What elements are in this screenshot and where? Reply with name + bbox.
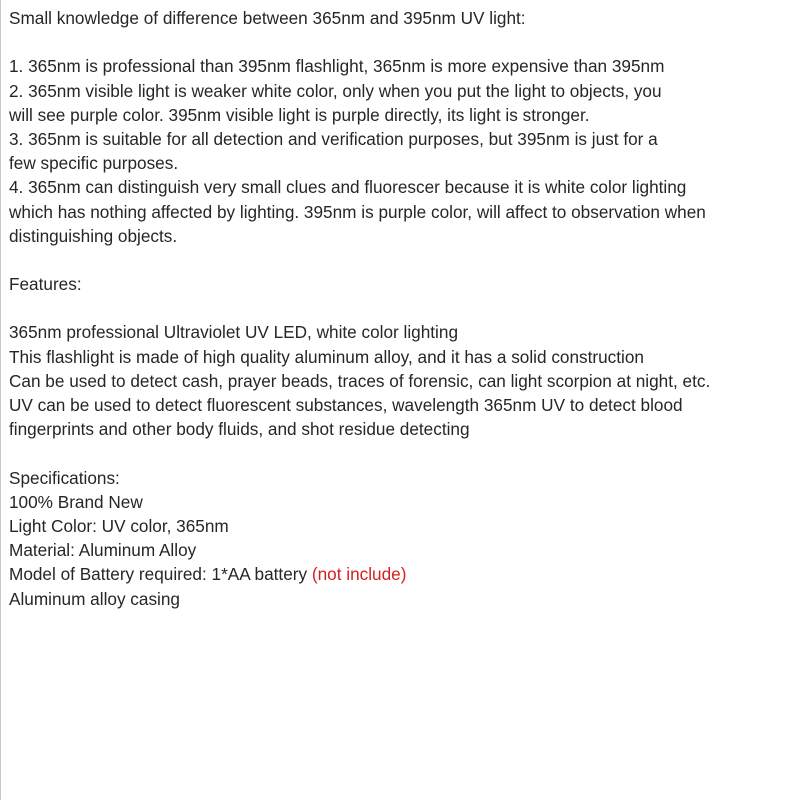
intro-title: Small knowledge of difference between 365nm and 395nm UV light:: [9, 8, 526, 28]
spec-item-5: Aluminum alloy casing: [9, 588, 180, 609]
intro-point-4-line-3: distinguishing objects.: [9, 225, 178, 246]
feature-item-2: This flashlight is made of high quality aluminum alloy, and it has a solid construction: [9, 346, 644, 367]
feature-item-4-line-2: fingerprints and other body fluids, and shot residue detecting: [9, 419, 470, 440]
spacer: [9, 248, 800, 272]
intro-point-3-line-2: few specific purposes.: [9, 153, 179, 174]
spec-item-2: Light Color: UV color, 365nm: [9, 515, 229, 536]
features-heading: Features:: [9, 274, 82, 295]
intro-point-1: 1. 365nm is professional than 395nm flashlight, 365nm is more expensive than 395nm: [9, 56, 665, 77]
feature-item-1: 365nm professional Ultraviolet UV LED, white color lighting: [9, 322, 458, 343]
not-included-note: (not include): [311, 564, 407, 585]
intro-point-2-line-1: 2. 365nm visible light is weaker white color, only when you put the light to objects, you: [9, 80, 662, 101]
intro-point-3-line-1: 3. 365nm is suitable for all detection and verification purposes, but 395nm is just for a: [9, 128, 658, 149]
spacer: [9, 30, 800, 54]
intro-point-4-line-1: 4. 365nm can distinguish very small clues and fluorescer because it is white color lighting: [9, 177, 687, 198]
spec-item-4: [9, 562, 800, 586]
feature-item-3: Can be used to detect cash, prayer beads, traces of forensic, can light scorpion at night, etc.: [9, 370, 711, 391]
feature-item-4-line-1: UV can be used to detect fluorescent substances, wavelength 365nm UV to detect blood: [9, 395, 683, 415]
spacer: [9, 296, 800, 320]
intro-point-2-line-2: will see purple color. 395nm visible light is purple directly, its light is stronger.: [9, 104, 590, 125]
spec-item-3: Material: Aluminum Alloy: [9, 540, 197, 561]
spacer: [9, 441, 800, 465]
spec-item-1: 100% Brand New: [9, 491, 143, 512]
intro-point-4-line-2: which has nothing affected by lighting. 395nm is purple color, will affect to observation when: [9, 201, 706, 222]
spec-item-4-label: Model of Battery required: 1*AA battery: [9, 564, 312, 585]
specifications-heading: Specifications:: [9, 467, 120, 488]
